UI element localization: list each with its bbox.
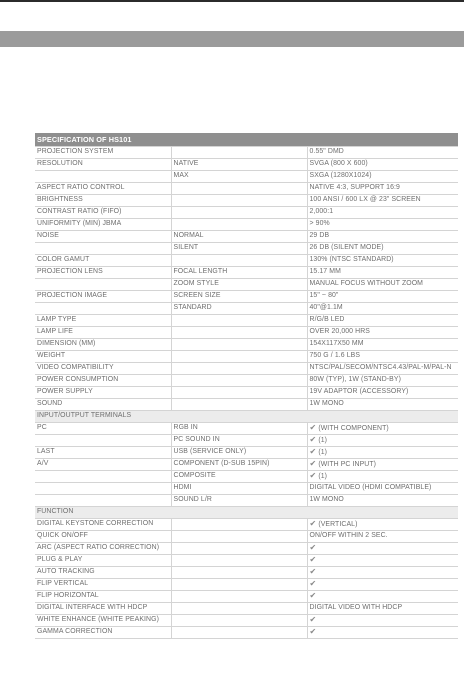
spec-label: CONTRAST RATIO (FIFO): [35, 207, 171, 219]
spec-value-text: 26 DB (SILENT MODE): [309, 244, 384, 252]
spec-value-text: (VERTICAL): [318, 521, 358, 529]
section-label: INPUT/OUTPUT TERMINALS: [35, 411, 458, 423]
spec-row: [35, 603, 458, 615]
spec-value-text: 130% (NTSC STANDARD): [309, 256, 394, 264]
spec-row: [35, 423, 458, 435]
spec-table: [35, 133, 458, 639]
check-icon: ✔: [309, 471, 317, 481]
spec-row: [35, 207, 458, 219]
spec-value: [307, 627, 458, 639]
spec-row: [35, 327, 458, 339]
check-icon: ✔: [309, 519, 317, 529]
check-icon: ✔: [309, 627, 317, 637]
top-rule: [0, 0, 464, 2]
check-icon: ✔: [309, 459, 317, 469]
spec-value-text: DIGITAL VIDEO (HDMI COMPATIBLE): [309, 484, 432, 492]
spec-row: [35, 291, 458, 303]
spec-sublabel: [171, 195, 307, 207]
spec-value: [307, 387, 458, 399]
check-icon: ✔: [309, 555, 317, 565]
spec-sublabel: [171, 363, 307, 375]
spec-value: [307, 243, 458, 255]
spec-sublabel: STANDARD: [171, 303, 307, 315]
spec-value-text: 154X117X50 MM: [309, 340, 364, 348]
spec-sublabel: [171, 183, 307, 195]
spec-row: [35, 555, 458, 567]
spec-sublabel: [171, 207, 307, 219]
spec-label: UNIFORMITY (MIN) JBMA: [35, 219, 171, 231]
spec-sublabel: [171, 591, 307, 603]
spec-row: [35, 351, 458, 363]
spec-row: [35, 219, 458, 231]
spec-row: [35, 543, 458, 555]
spec-value-text: NATIVE 4:3, SUPPORT 16:9: [309, 184, 400, 192]
spec-row: [35, 231, 458, 243]
spec-value-text: 80W (TYP), 1W (STAND-BY): [309, 376, 401, 384]
spec-value: [307, 531, 458, 543]
spec-value-text: 100 ANSI / 600 LX @ 23" SCREEN: [309, 196, 421, 204]
spec-row: [35, 339, 458, 351]
spec-value-text: (1): [318, 449, 328, 457]
spec-sublabel: [171, 531, 307, 543]
spec-label: RESOLUTION: [35, 159, 171, 171]
spec-value-text: 1W MONO: [309, 496, 344, 504]
spec-value: [307, 483, 458, 495]
spec-value: [307, 495, 458, 507]
spec-value-text: 40"@1.1M: [309, 304, 343, 312]
spec-value: [307, 591, 458, 603]
section-row: [35, 411, 458, 423]
spec-label: PROJECTION IMAGE: [35, 291, 171, 303]
spec-sublabel: [171, 375, 307, 387]
spec-value-text: (1): [318, 437, 328, 445]
spec-value-text: DIGITAL VIDEO WITH HDCP: [309, 604, 403, 612]
spec-value: [307, 339, 458, 351]
spec-label: DIMENSION (MM): [35, 339, 171, 351]
spec-value-text: 750 G / 1.6 LBS: [309, 352, 361, 360]
spec-row: [35, 243, 458, 255]
spec-label: FLIP VERTICAL: [35, 579, 171, 591]
spec-row: [35, 159, 458, 171]
spec-sublabel: USB (SERVICE ONLY): [171, 447, 307, 459]
spec-sublabel: SILENT: [171, 243, 307, 255]
spec-label: [35, 435, 171, 447]
spec-value: [307, 615, 458, 627]
spec-value: [307, 315, 458, 327]
spec-value-text: SXGA (1280X1024): [309, 172, 372, 180]
spec-row: [35, 471, 458, 483]
spec-label: DIGITAL INTERFACE WITH HDCP: [35, 603, 171, 615]
spec-sublabel: COMPOSITE: [171, 471, 307, 483]
spec-row: [35, 519, 458, 531]
spec-value: [307, 327, 458, 339]
spec-sublabel: [171, 387, 307, 399]
spec-value-text: 2,000:1: [309, 208, 334, 216]
check-icon: ✔: [309, 591, 317, 601]
spec-row: [35, 459, 458, 471]
spec-value-text: 0.55" DMD: [309, 148, 344, 156]
spec-sublabel: PC SOUND IN: [171, 435, 307, 447]
spec-value-text: > 90%: [309, 220, 330, 228]
spec-row: [35, 303, 458, 315]
spec-label: DIGITAL KEYSTONE CORRECTION: [35, 519, 171, 531]
spec-sublabel: [171, 567, 307, 579]
spec-label: [35, 471, 171, 483]
spec-label: [35, 171, 171, 183]
spec-table-body: [35, 133, 458, 639]
spec-label: PLUG & PLAY: [35, 555, 171, 567]
spec-value: [307, 351, 458, 363]
spec-sublabel: [171, 603, 307, 615]
spec-value-text: 15.17 MM: [309, 268, 341, 276]
spec-label: [35, 303, 171, 315]
spec-row: [35, 267, 458, 279]
spec-sublabel: ZOOM STYLE: [171, 279, 307, 291]
spec-label: AUTO TRACKING: [35, 567, 171, 579]
spec-row: [35, 627, 458, 639]
spec-value: [307, 255, 458, 267]
spec-sublabel: MAX: [171, 171, 307, 183]
spec-value-text: (WITH COMPONENT): [318, 425, 389, 433]
spec-value: [307, 435, 458, 447]
spec-value: [307, 579, 458, 591]
spec-value: [307, 303, 458, 315]
spec-value: [307, 363, 458, 375]
spec-sublabel: [171, 339, 307, 351]
spec-sublabel: [171, 555, 307, 567]
spec-sublabel: [171, 219, 307, 231]
spec-sublabel: [171, 543, 307, 555]
spec-label: BRIGHTNESS: [35, 195, 171, 207]
spec-label: LAMP TYPE: [35, 315, 171, 327]
spec-value-text: SVGA (800 X 600): [309, 160, 368, 168]
spec-label: NOISE: [35, 231, 171, 243]
spec-sublabel: [171, 315, 307, 327]
spec-value-text: OVER 20,000 HRS: [309, 328, 370, 336]
spec-label: [35, 495, 171, 507]
spec-value: [307, 423, 458, 435]
spec-label: ARC (ASPECT RATIO CORRECTION): [35, 543, 171, 555]
spec-label: WHITE ENHANCE (WHITE PEAKING): [35, 615, 171, 627]
spec-value: [307, 471, 458, 483]
spec-value: [307, 459, 458, 471]
spec-value-text: (WITH PC INPUT): [318, 461, 377, 469]
spec-value: [307, 291, 458, 303]
spec-label: VIDEO COMPATIBILITY: [35, 363, 171, 375]
spec-value: [307, 171, 458, 183]
spec-label: PROJECTION SYSTEM: [35, 147, 171, 159]
spec-value: [307, 375, 458, 387]
spec-value: [307, 555, 458, 567]
spec-row: [35, 591, 458, 603]
spec-value: [307, 207, 458, 219]
spec-value-text: 1W MONO: [309, 400, 344, 408]
section-label: FUNCTION: [35, 507, 458, 519]
spec-row: [35, 195, 458, 207]
spec-label: FLIP HORIZONTAL: [35, 591, 171, 603]
spec-label: A/V: [35, 459, 171, 471]
spec-sublabel: [171, 615, 307, 627]
spec-sublabel: SOUND L/R: [171, 495, 307, 507]
check-icon: ✔: [309, 615, 317, 625]
spec-row: [35, 279, 458, 291]
spec-label: ASPECT RATIO CONTROL: [35, 183, 171, 195]
check-icon: ✔: [309, 579, 317, 589]
spec-label: WEIGHT: [35, 351, 171, 363]
spec-value-text: 29 DB: [309, 232, 330, 240]
spec-sublabel: NORMAL: [171, 231, 307, 243]
spec-sublabel: [171, 255, 307, 267]
spec-label: COLOR GAMUT: [35, 255, 171, 267]
section-row: [35, 507, 458, 519]
spec-value-text: (1): [318, 473, 328, 481]
check-icon: ✔: [309, 423, 317, 433]
check-icon: ✔: [309, 435, 317, 445]
check-icon: ✔: [309, 567, 317, 577]
spec-value: [307, 519, 458, 531]
spec-row: [35, 375, 458, 387]
spec-value-text: ON/OFF WITHIN 2 SEC.: [309, 532, 388, 540]
spec-row: [35, 531, 458, 543]
spec-value-text: NTSC/PAL/SECOM/NTSC4.43/PAL-M/PAL-N: [309, 364, 452, 372]
spec-row: [35, 183, 458, 195]
spec-sublabel: COMPONENT (D-SUB 15PIN): [171, 459, 307, 471]
spec-value: [307, 567, 458, 579]
spec-value-text: R/G/B LED: [309, 316, 345, 324]
spec-row: [35, 495, 458, 507]
spec-label: QUICK ON/OFF: [35, 531, 171, 543]
spec-value: [307, 603, 458, 615]
spec-row: [35, 567, 458, 579]
spec-sublabel: HDMI: [171, 483, 307, 495]
spec-value: [307, 195, 458, 207]
spec-label: [35, 483, 171, 495]
spec-value-text: 15" ~ 80": [309, 292, 339, 300]
spec-value: [307, 219, 458, 231]
spec-value: [307, 399, 458, 411]
spec-value: [307, 159, 458, 171]
spec-title: SPECIFICATION OF HS101: [35, 133, 458, 147]
spec-value: [307, 147, 458, 159]
spec-label: GAMMA CORRECTION: [35, 627, 171, 639]
spec-label: PC: [35, 423, 171, 435]
spec-row: [35, 615, 458, 627]
spec-sublabel: [171, 147, 307, 159]
spec-row: [35, 435, 458, 447]
spec-sublabel: [171, 519, 307, 531]
spec-row: [35, 147, 458, 159]
spec-row: [35, 387, 458, 399]
spec-sublabel: [171, 351, 307, 363]
spec-sublabel: [171, 327, 307, 339]
spec-sublabel: SCREEN SIZE: [171, 291, 307, 303]
spec-value: [307, 183, 458, 195]
spec-value: [307, 267, 458, 279]
spec-value: [307, 231, 458, 243]
spec-row: [35, 447, 458, 459]
spec-row: [35, 171, 458, 183]
spec-row: [35, 399, 458, 411]
spec-label: POWER CONSUMPTION: [35, 375, 171, 387]
spec-row: [35, 315, 458, 327]
spec-row: [35, 363, 458, 375]
spec-value: [307, 279, 458, 291]
spec-value: [307, 543, 458, 555]
spec-value-text: 19V ADAPTOR (ACCESSORY): [309, 388, 409, 396]
spec-value: [307, 447, 458, 459]
spec-label: SOUND: [35, 399, 171, 411]
spec-value-text: MANUAL FOCUS WITHOUT ZOOM: [309, 280, 424, 288]
spec-sublabel: NATIVE: [171, 159, 307, 171]
check-icon: ✔: [309, 543, 317, 553]
spec-sublabel: FOCAL LENGTH: [171, 267, 307, 279]
spec-title-row: [35, 133, 458, 147]
spec-row: [35, 255, 458, 267]
check-icon: ✔: [309, 447, 317, 457]
spec-label: LAST: [35, 447, 171, 459]
spec-sublabel: [171, 579, 307, 591]
spec-sublabel: RGB IN: [171, 423, 307, 435]
spec-label: POWER SUPPLY: [35, 387, 171, 399]
spec-row: [35, 483, 458, 495]
spec-sublabel: [171, 399, 307, 411]
spec-label: PROJECTION LENS: [35, 267, 171, 279]
spec-label: [35, 279, 171, 291]
header-band: [0, 31, 464, 47]
spec-sublabel: [171, 627, 307, 639]
spec-label: [35, 243, 171, 255]
spec-row: [35, 579, 458, 591]
spec-label: LAMP LIFE: [35, 327, 171, 339]
